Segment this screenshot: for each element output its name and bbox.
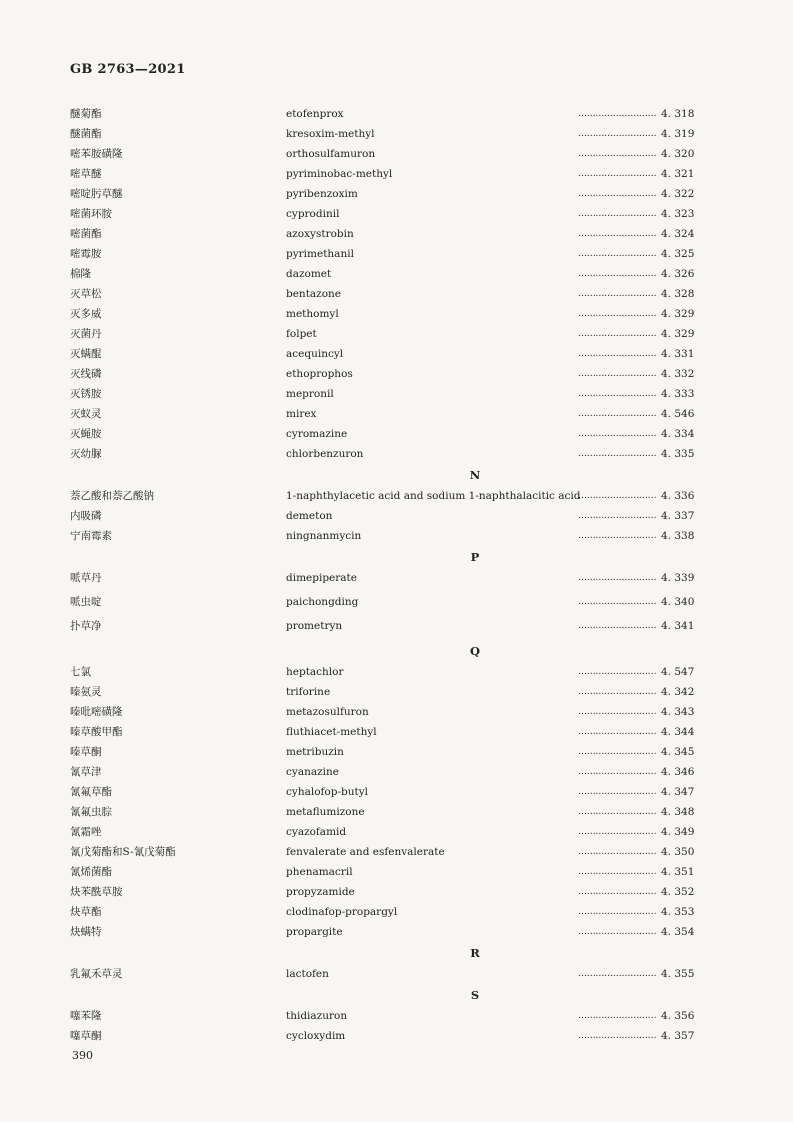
leader-dots: ……………………… (578, 309, 657, 319)
chinese-name: 噻苯隆 (70, 1010, 102, 1022)
chinese-name: 炔苯酰草胺 (70, 886, 123, 898)
leader-dots: ……………………… (578, 531, 657, 541)
english-name: phenamacril (286, 866, 353, 878)
chinese-name: 内吸磷 (70, 510, 102, 522)
index-entry (70, 486, 710, 506)
english-name: pyribenzoxim (286, 188, 358, 200)
leader-dots: ……………………… (578, 289, 657, 299)
section-reference: 4. 355 (661, 968, 695, 980)
chinese-name: 醚菌酯 (70, 128, 102, 140)
section-reference: 4. 357 (661, 1030, 695, 1042)
leader-dots: ……………………… (578, 109, 657, 119)
chinese-name: 宁南霉素 (70, 530, 112, 542)
chinese-name: 灭草松 (70, 288, 102, 300)
english-name: bentazone (286, 288, 342, 300)
section-reference: 4. 329 (661, 328, 695, 340)
english-name: etofenprox (286, 108, 344, 120)
index-entry (70, 662, 710, 682)
section-reference: 4. 325 (661, 248, 695, 260)
entry-group (70, 662, 710, 942)
english-name: fenvalerate and esfenvalerate (286, 846, 445, 858)
chinese-name: 氰霜唑 (70, 826, 102, 838)
index-entry (70, 1026, 710, 1046)
english-name: cyprodinil (286, 208, 340, 220)
section-reference: 4. 354 (661, 926, 695, 938)
chinese-name: 扑草净 (70, 620, 102, 632)
chinese-name: 炔草酯 (70, 906, 102, 918)
leader-dots: ……………………… (578, 827, 657, 837)
leader-dots: ……………………… (578, 687, 657, 697)
english-name: cyromazine (286, 428, 348, 440)
english-name: propargite (286, 926, 343, 938)
english-name: methomyl (286, 308, 339, 320)
english-name: cyazofamid (286, 826, 347, 838)
section-letter-n: N (469, 468, 481, 482)
section-reference: 4. 356 (661, 1010, 695, 1022)
english-name: azoxystrobin (286, 228, 354, 240)
chinese-name: 氰草津 (70, 766, 102, 778)
index-entry (70, 568, 710, 592)
leader-dots: ……………………… (578, 767, 657, 777)
chinese-name: 氰氟草酯 (70, 786, 112, 798)
leader-dots: ……………………… (578, 209, 657, 219)
english-name: orthosulfamuron (286, 148, 376, 160)
index-entry (70, 204, 710, 224)
section-reference: 4. 349 (661, 826, 695, 838)
index-entry (70, 882, 710, 902)
section-reference: 4. 334 (661, 428, 695, 440)
leader-dots: ……………………… (578, 389, 657, 399)
chinese-name: 嘧菌环胺 (70, 208, 112, 220)
index-entry (70, 124, 710, 144)
leader-dots: ……………………… (578, 449, 657, 459)
standard-number-header: GB 2763—2021 (70, 62, 186, 77)
section-reference: 4. 331 (661, 348, 695, 360)
chinese-name: 嗪氨灵 (70, 686, 102, 698)
english-name: lactofen (286, 968, 329, 980)
chinese-name: 灭线磷 (70, 368, 102, 380)
index-entry (70, 324, 710, 344)
index-entry (70, 224, 710, 244)
english-name: mirex (286, 408, 317, 420)
english-name: heptachlor (286, 666, 344, 678)
leader-dots: ……………………… (578, 747, 657, 757)
leader-dots: ……………………… (578, 189, 657, 199)
index-entry (70, 722, 710, 742)
index-entry (70, 384, 710, 404)
chinese-name: 七氯 (70, 666, 91, 678)
section-reference: 4. 339 (661, 572, 695, 584)
section-reference: 4. 348 (661, 806, 695, 818)
chinese-name: 哌草丹 (70, 572, 102, 584)
section-letter-p: P (470, 550, 480, 564)
chinese-name: 嗪草酸甲酯 (70, 726, 123, 738)
english-name: thidiazuron (286, 1010, 348, 1022)
section-reference: 4. 323 (661, 208, 695, 220)
section-reference: 4. 343 (661, 706, 695, 718)
section-reference: 4. 346 (661, 766, 695, 778)
index-entry (70, 104, 710, 124)
section-reference: 4. 322 (661, 188, 695, 200)
section-reference: 4. 338 (661, 530, 695, 542)
section-reference: 4. 319 (661, 128, 695, 140)
english-name: 1-naphthylacetic acid and sodium 1-naphthalacitic acid (286, 490, 581, 502)
chinese-name: 氰烯菌酯 (70, 866, 112, 878)
chinese-name: 灭锈胺 (70, 388, 102, 400)
section-reference: 4. 324 (661, 228, 695, 240)
section-reference: 4. 342 (661, 686, 695, 698)
section-reference: 4. 351 (661, 866, 695, 878)
leader-dots: ……………………… (578, 1031, 657, 1041)
leader-dots: ……………………… (578, 969, 657, 979)
chinese-name: 萘乙酸和萘乙酸钠 (70, 490, 154, 502)
english-name: triforine (286, 686, 331, 698)
leader-dots: ……………………… (578, 847, 657, 857)
english-name: ningnanmycin (286, 530, 362, 542)
section-reference: 4. 547 (661, 666, 695, 678)
index-entry (70, 862, 710, 882)
index-entry (70, 822, 710, 842)
english-name: pyriminobac-methyl (286, 168, 393, 180)
chinese-name: 噻草酮 (70, 1030, 102, 1042)
chinese-name: 灭幼脲 (70, 448, 102, 460)
chinese-name: 灭螨醌 (70, 348, 102, 360)
leader-dots: ……………………… (578, 727, 657, 737)
chinese-name: 灭菌丹 (70, 328, 102, 340)
section-reference: 4. 335 (661, 448, 695, 460)
section-reference: 4. 350 (661, 846, 695, 858)
leader-dots: ……………………… (578, 927, 657, 937)
leader-dots: ……………………… (578, 429, 657, 439)
english-name: dazomet (286, 268, 332, 280)
entry-group (70, 104, 710, 464)
english-name: paichongding (286, 596, 359, 608)
chinese-name: 灭蚁灵 (70, 408, 102, 420)
index-entry (70, 902, 710, 922)
index-entry (70, 1006, 710, 1026)
english-name: acequincyl (286, 348, 344, 360)
index-entry (70, 592, 710, 616)
index-entry (70, 526, 710, 546)
section-reference: 4. 326 (661, 268, 695, 280)
index-entry (70, 742, 710, 762)
leader-dots: ……………………… (578, 807, 657, 817)
index-entry (70, 682, 710, 702)
index-entry (70, 762, 710, 782)
section-reference: 4. 321 (661, 168, 695, 180)
index-entry (70, 782, 710, 802)
section-reference: 4. 341 (661, 620, 695, 632)
leader-dots: ……………………… (578, 349, 657, 359)
english-name: chlorbenzuron (286, 448, 364, 460)
section-letter-q: Q (469, 644, 481, 658)
english-name: metaflumizone (286, 806, 365, 818)
index-entry (70, 184, 710, 204)
index-entry (70, 404, 710, 424)
chinese-name: 嗪草酮 (70, 746, 102, 758)
section-reference: 4. 345 (661, 746, 695, 758)
section-letter-s: S (470, 988, 480, 1002)
section-letter-r: R (470, 946, 480, 960)
chinese-name: 氰戊菊酯和S-氰戊菊酯 (70, 846, 176, 858)
leader-dots: ……………………… (578, 129, 657, 139)
index-entry (70, 344, 710, 364)
leader-dots: ……………………… (578, 511, 657, 521)
section-reference: 4. 347 (661, 786, 695, 798)
chinese-name: 棉隆 (70, 268, 91, 280)
english-name: cyhalofop-butyl (286, 786, 368, 798)
index-entry (70, 144, 710, 164)
chinese-name: 氰氟虫腙 (70, 806, 112, 818)
section-reference: 4. 353 (661, 906, 695, 918)
chinese-name: 醚菊酯 (70, 108, 102, 120)
section-reference: 4. 332 (661, 368, 695, 380)
index-entry (70, 506, 710, 526)
chinese-name: 乳氟禾草灵 (70, 968, 123, 980)
english-name: ethoprophos (286, 368, 353, 380)
index-entry (70, 444, 710, 464)
index-entry (70, 702, 710, 722)
leader-dots: ……………………… (578, 491, 657, 501)
index-entry (70, 304, 710, 324)
leader-dots: ……………………… (578, 907, 657, 917)
section-reference: 4. 546 (661, 408, 695, 420)
english-name: demeton (286, 510, 333, 522)
leader-dots: ……………………… (578, 667, 657, 677)
english-name: metribuzin (286, 746, 344, 758)
english-name: kresoxim-methyl (286, 128, 375, 140)
chinese-name: 嗪吡嘧磺隆 (70, 706, 123, 718)
english-name: cyanazine (286, 766, 339, 778)
section-reference: 4. 336 (661, 490, 695, 502)
english-name: mepronil (286, 388, 334, 400)
leader-dots: ……………………… (578, 707, 657, 717)
index-entry (70, 284, 710, 304)
leader-dots: ……………………… (578, 867, 657, 877)
leader-dots: ……………………… (578, 887, 657, 897)
section-reference: 4. 337 (661, 510, 695, 522)
leader-dots: ……………………… (578, 597, 657, 607)
english-name: pyrimethanil (286, 248, 354, 260)
index-entry (70, 424, 710, 444)
entry-group (70, 964, 710, 984)
english-name: dimepiperate (286, 572, 357, 584)
index-entry (70, 264, 710, 284)
index-entry (70, 964, 710, 984)
chinese-name: 灭多威 (70, 308, 102, 320)
index-entry (70, 164, 710, 184)
leader-dots: ……………………… (578, 329, 657, 339)
leader-dots: ……………………… (578, 1011, 657, 1021)
page-number: 390 (72, 1049, 93, 1062)
english-name: fluthiacet-methyl (286, 726, 377, 738)
leader-dots: ……………………… (578, 787, 657, 797)
index-entry (70, 616, 710, 640)
leader-dots: ……………………… (578, 409, 657, 419)
section-reference: 4. 352 (661, 886, 695, 898)
index-entries (70, 104, 710, 1046)
section-reference: 4. 328 (661, 288, 695, 300)
entry-group (70, 1006, 710, 1046)
section-reference: 4. 344 (661, 726, 695, 738)
english-name: prometryn (286, 620, 343, 632)
section-reference: 4. 340 (661, 596, 695, 608)
section-reference: 4. 318 (661, 108, 695, 120)
leader-dots: ……………………… (578, 269, 657, 279)
leader-dots: ……………………… (578, 249, 657, 259)
index-entry (70, 244, 710, 264)
chinese-name: 嘧霉胺 (70, 248, 102, 260)
chinese-name: 嘧苯胺磺隆 (70, 148, 123, 160)
section-reference: 4. 320 (661, 148, 695, 160)
english-name: cycloxydim (286, 1030, 346, 1042)
english-name: propyzamide (286, 886, 355, 898)
index-entry (70, 364, 710, 384)
chinese-name: 嘧草醚 (70, 168, 102, 180)
index-entry (70, 842, 710, 862)
leader-dots: ……………………… (578, 149, 657, 159)
index-entry (70, 802, 710, 822)
section-reference: 4. 333 (661, 388, 695, 400)
leader-dots: ……………………… (578, 169, 657, 179)
chinese-name: 哌虫啶 (70, 596, 102, 608)
leader-dots: ……………………… (578, 369, 657, 379)
leader-dots: ……………………… (578, 621, 657, 631)
english-name: folpet (286, 328, 317, 340)
section-reference: 4. 329 (661, 308, 695, 320)
chinese-name: 嘧菌酯 (70, 228, 102, 240)
leader-dots: ……………………… (578, 573, 657, 583)
index-entry (70, 922, 710, 942)
chinese-name: 嘧啶肟草醚 (70, 188, 123, 200)
leader-dots: ……………………… (578, 229, 657, 239)
entry-group (70, 486, 710, 546)
english-name: metazosulfuron (286, 706, 369, 718)
chinese-name: 炔螨特 (70, 926, 102, 938)
english-name: clodinafop-propargyl (286, 906, 398, 918)
entry-group (70, 568, 710, 640)
chinese-name: 灭蝇胺 (70, 428, 102, 440)
